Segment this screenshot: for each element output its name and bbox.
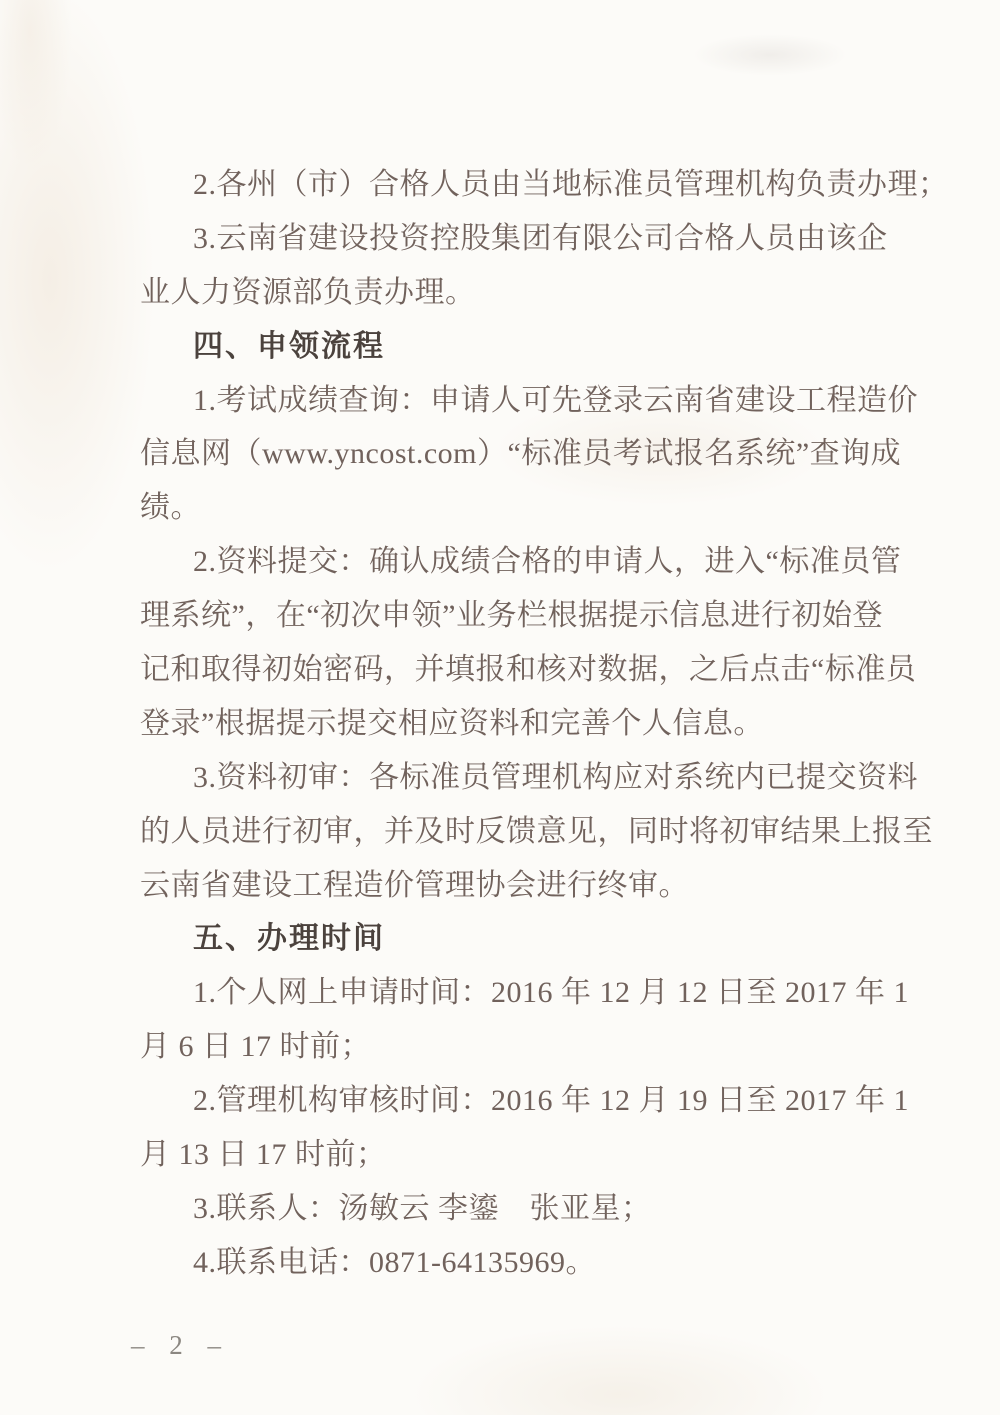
paragraph-line: 1.个人网上申请时间：2016 年 12 月 12 日至 2017 年 1 [193,976,909,1010]
paragraph-line: 的人员进行初审，并及时反馈意见，同时将初审结果上报至 [140,814,933,848]
paragraph-line: 1.考试成绩查询：申请人可先登录云南省建设工程造价 [193,383,918,417]
contact-person-line: 3.联系人：汤敏云 李鎏 张亚星； [193,1191,652,1225]
paragraph-line: 3.云南省建设投资控股集团有限公司合格人员由该企 [193,221,888,255]
section-heading: 五、办理时间 [193,922,385,956]
paragraph-line: 3.资料初审：各标准员管理机构应对系统内已提交资料 [193,760,918,794]
section-heading: 四、申领流程 [193,329,385,363]
paragraph-line: 登录”根据提示提交相应资料和完善个人信息。 [140,706,764,740]
paragraph-line: 绩。 [140,491,201,525]
paragraph-line: 月 6 日 17 时前； [140,1030,371,1064]
paragraph-line: 月 13 日 17 时前； [140,1138,387,1172]
paragraph-line: 2.资料提交：确认成绩合格的申请人，进入“标准员管 [193,545,902,579]
page-number: – 2 – [131,1330,230,1360]
document-body [140,158,949,1290]
paragraph-line: 业人力资源部负责办理。 [140,275,476,309]
paragraph-line: 2.各州（市）合格人员由当地标准员管理机构负责办理； [193,168,949,201]
paragraph-line: 记和取得初始密码，并填报和核对数据，之后点击“标准员 [140,653,917,687]
contact-phone-line: 4.联系电话：0871-64135969。 [193,1245,596,1279]
paragraph-line: 信息网（www.yncost.com）“标准员考试报名系统”查询成 [140,437,902,471]
paragraph-line: 2.管理机构审核时间：2016 年 12 月 19 日至 2017 年 1 [193,1084,909,1118]
paragraph-line: 理系统”，在“初次申领”业务栏根据提示信息进行初始登 [140,599,883,633]
paragraph-line: 云南省建设工程造价管理协会进行终审。 [140,868,689,902]
